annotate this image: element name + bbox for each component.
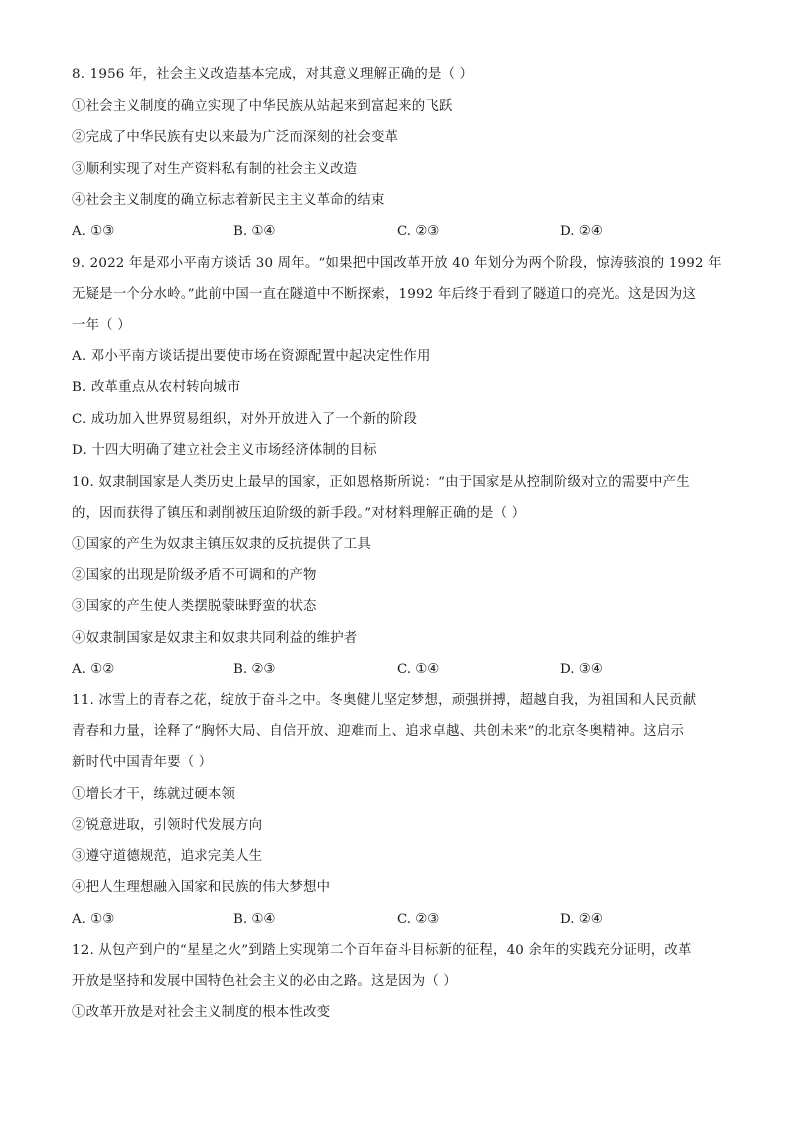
q10-option-a: A. ①② [72, 662, 115, 677]
q12-stem-line-2: 开放是坚持和发展中国特色社会主义的必由之路。这是因为（ ） [72, 974, 457, 989]
q11-statement-1: ①增长才干，练就过硬本领 [72, 787, 236, 802]
q10-statement-1: ①国家的产生为奴隶主镇压奴隶的反抗提供了工具 [72, 537, 371, 552]
q8-statement-4: ④社会主义制度的确立标志着新民主主义革命的结束 [72, 193, 385, 208]
q10-statement-4: ④奴隶制国家是奴隶主和奴隶共同利益的维护者 [72, 631, 358, 646]
q8-stem: 8. 1956 年，社会主义改造基本完成，对其意义理解正确的是（ ） [72, 67, 474, 82]
q9-stem-line-2: 无疑是一个分水岭。”此前中国一直在隧道中不断探索，1992 年后终于看到了隧道口的亮光。这是因为这 [72, 287, 697, 302]
q8-option-b: B. ①④ [233, 224, 276, 239]
q11-stem-line-2: 青春和力量，诠释了“胸怀大局、自信开放、迎难而上、追求卓越、共创未来”的北京冬奥精神。这启示 [72, 724, 685, 739]
q8-option-d: D. ②④ [560, 224, 603, 239]
q10-stem-line-1: 10. 奴隶制国家是人类历史上最早的国家，正如恩格斯所说：“由于国家是从控制阶级对立的需要中产生 [72, 475, 690, 490]
q12-stem-line-1: 12. 从包产到户的“星星之火”到踏上实现第二个百年奋斗目标新的征程，40 余年的实践充分证明，改革 [72, 943, 692, 958]
q10-stem-line-2: 的，因而获得了镇压和剥削被压迫阶级的新手段。”对材料理解正确的是（ ） [72, 506, 526, 521]
q8-option-a: A. ①③ [72, 224, 115, 239]
q11-statement-4: ④把人生理想融入国家和民族的伟大梦想中 [72, 880, 331, 895]
q11-stem-line-3: 新时代中国青年要（ ） [72, 755, 213, 770]
q10-option-d: D. ③④ [560, 662, 603, 677]
q8-statement-3: ③顺利实现了对生产资料私有制的社会主义改造 [72, 162, 358, 177]
q11-statement-2: ②锐意进取，引领时代发展方向 [72, 818, 263, 833]
q9-stem-line-3: 一年（ ） [72, 318, 131, 333]
q11-option-c: C. ②③ [397, 912, 440, 927]
q11-options [72, 911, 712, 929]
q9-option-a: A. 邓小平南方谈话提出要使市场在资源配置中起决定性作用 [72, 349, 431, 364]
q11-option-a: A. ①③ [72, 912, 115, 927]
q9-stem-line-1: 9. 2022 年是邓小平南方谈话 30 周年。“如果把中国改革开放 40 年划分为两个阶段，惊涛骇浪的 1992 年 [72, 256, 722, 271]
q11-statement-3: ③遵守道德规范，追求完美人生 [72, 849, 263, 864]
q9-option-c: C. 成功加入世界贸易组织，对外开放进入了一个新的阶段 [72, 412, 418, 427]
q9-option-b: B. 改革重点从农村转向城市 [72, 380, 241, 395]
q10-options [72, 661, 712, 679]
q10-option-b: B. ②③ [233, 662, 276, 677]
q11-stem-line-1: 11. 冰雪上的青春之花，绽放于奋斗之中。冬奥健儿坚定梦想，顽强拼搏，超越自我，为祖国和人民贡献 [72, 693, 697, 708]
q12-statement-1: ①改革开放是对社会主义制度的根本性改变 [72, 1005, 331, 1020]
q8-statement-1: ①社会主义制度的确立实现了中华民族从站起来到富起来的飞跃 [72, 99, 453, 114]
q9-option-d: D. 十四大明确了建立社会主义市场经济体制的目标 [72, 443, 377, 458]
q10-statement-2: ②国家的出现是阶级矛盾不可调和的产物 [72, 568, 317, 583]
q8-options [72, 223, 712, 241]
q10-option-c: C. ①④ [397, 662, 440, 677]
q8-statement-2: ②完成了中华民族有史以来最为广泛而深刻的社会变革 [72, 130, 399, 145]
q8-option-c: C. ②③ [397, 224, 440, 239]
q10-statement-3: ③国家的产生使人类摆脱蒙昧野蛮的状态 [72, 599, 317, 614]
q11-option-b: B. ①④ [233, 912, 276, 927]
q11-option-d: D. ②④ [560, 912, 603, 927]
